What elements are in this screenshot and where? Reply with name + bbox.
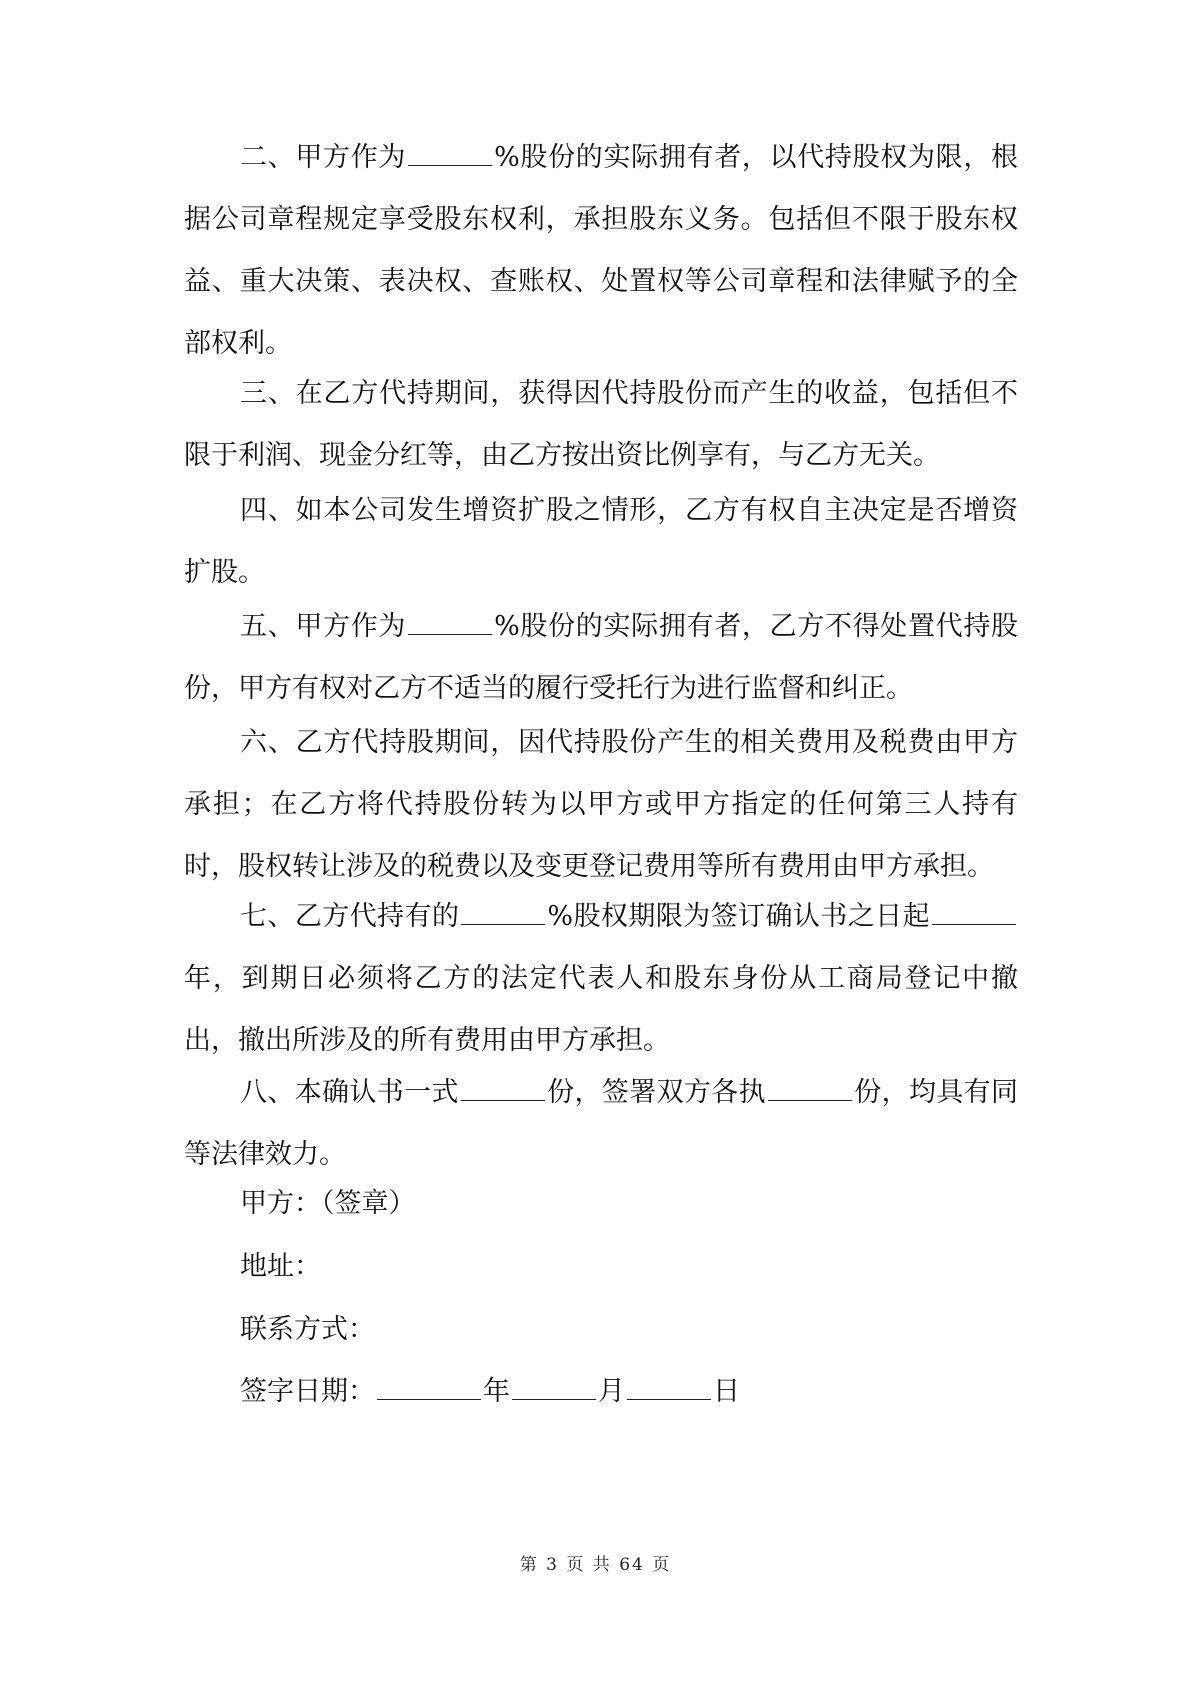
clause-5-lead: 五、甲方作为	[240, 611, 407, 642]
clause-3	[184, 363, 1018, 487]
clause-4-text: 四、如本公司发生增资扩股之情形，乙方有权自主决定是否增资扩股。	[184, 495, 1018, 588]
clause-7-mid: %股权期限为签订确认书之日起	[547, 901, 931, 932]
percent-blank	[408, 610, 492, 635]
clause-7	[184, 886, 1018, 1072]
day-blank	[627, 1375, 711, 1400]
percent-blank	[461, 900, 545, 925]
party-a-sign-label: 甲方：（签章）	[240, 1188, 416, 1219]
clause-7-lead: 七、乙方代持有的	[240, 901, 460, 932]
clause-8	[184, 1062, 1018, 1186]
address-label: 地址：	[240, 1251, 321, 1282]
clause-2-lead: 二、甲方作为	[240, 142, 407, 173]
clause-8-lead: 八、本确认书一式	[240, 1077, 459, 1108]
day-label: 日	[713, 1376, 740, 1407]
clause-5	[184, 596, 1018, 720]
sign-date-line	[240, 1372, 740, 1412]
year-label: 年	[483, 1376, 510, 1407]
clause-8-mid: 份，签署双方各执	[546, 1077, 766, 1108]
clause-2-body: %股份的实际拥有者，以代持股权为限，根据公司章程规定享受股东权利，承担股东义务。包括但不限于股东权益、重大决策、表决权、查账权、处置权等公司章程和法律赋予的全部权利。	[184, 142, 1019, 359]
year-blank	[377, 1375, 481, 1400]
years-blank	[932, 900, 1016, 925]
clause-7-body: 年，到期日必须将乙方的法定代表人和股东身份从工商局登记中撤出，撤出所涉及的所有费用由甲方承担。	[184, 963, 1018, 1056]
contact-label: 联系方式：	[240, 1314, 375, 1345]
copies-each-blank	[768, 1076, 852, 1101]
clause-3-text: 三、在乙方代持期间，获得因代持股份而产生的收益，包括但不限于利润、现金分红等，由乙方按出资比例享有，与乙方无关。	[184, 378, 1018, 471]
clause-6	[184, 712, 1018, 898]
month-blank	[512, 1375, 596, 1400]
clause-8-body: 份，均具有同等法律效力。	[184, 1077, 1019, 1170]
clause-2	[184, 127, 1018, 375]
percent-blank	[408, 141, 492, 166]
sign-date-label: 签字日期：	[240, 1376, 375, 1407]
month-label: 月	[598, 1376, 625, 1407]
page-footer: 第 3 页 共 64 页	[519, 1555, 672, 1575]
clause-5-body: %股份的实际拥有者，乙方不得处置代持股份，甲方有权对乙方不适当的履行受托行为进行监督和纠正。	[184, 611, 1019, 704]
copies-blank	[461, 1076, 545, 1101]
clause-4	[184, 480, 1018, 604]
clause-6-text: 六、乙方代持股期间，因代持股份产生的相关费用及税费由甲方承担；在乙方将代持股份转为以甲方或甲方指定的任何第三人持有时，股权转让涉及的税费以及变更登记费用等所有费用由甲方承担。	[184, 727, 1018, 882]
